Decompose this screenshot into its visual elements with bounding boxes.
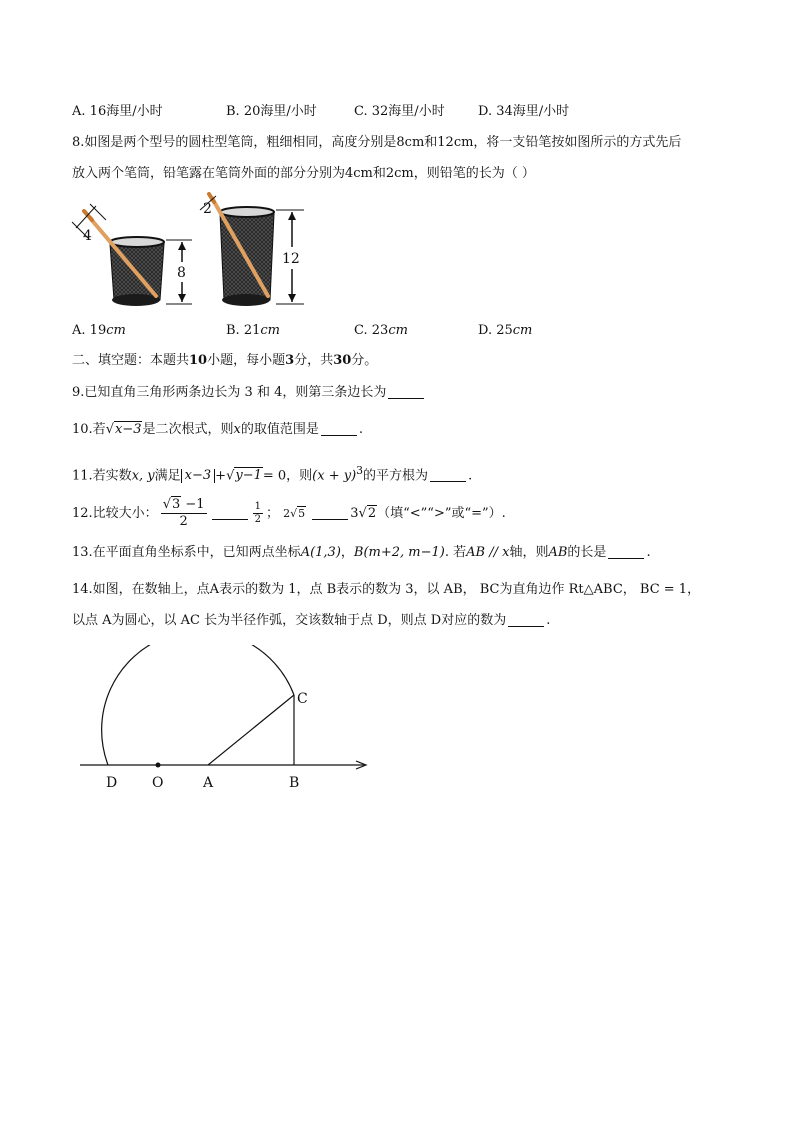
q8-stem-line2: 放入两个笔筒，铅笔露在笔筒外面的部分分别为4cm和2cm，则铅笔的长为（ ）: [72, 166, 535, 181]
label-a: A: [203, 775, 214, 791]
q11-answer-blank[interactable]: [430, 467, 466, 482]
q12-answer-blank-1[interactable]: [212, 505, 248, 520]
q8-pencil-holder-figure: [70, 192, 320, 314]
q11-stem: 11.若实数x, y满足 x−3 +√y−1= 0，则$(x + y)^3$的平方根为 .: [72, 464, 473, 484]
label-o: O: [152, 775, 164, 791]
q8-option-a: A. 19cm: [72, 323, 126, 338]
q12-answer-blank-2[interactable]: [312, 505, 348, 520]
q12-fraction-2: $\frac{1}{2}$: [254, 501, 261, 525]
q7-option-d: D. 34海里/小时: [478, 104, 570, 119]
label-b: B: [289, 775, 300, 791]
q8-option-d: D. 25cm: [478, 323, 533, 338]
q13-answer-blank[interactable]: [608, 544, 644, 559]
q7-option-b: B. 20海里/小时: [226, 104, 317, 119]
left-height-label: 8: [177, 265, 186, 281]
section-heading-fill-in: 二、填空题：本题共10小题，每小题3分，共30分。: [72, 353, 378, 368]
label-c: C: [297, 691, 308, 707]
q8-stem-line1: 8.如图是两个型号的圆柱型笔筒，粗细相同，高度分别是8cm和12cm，将一支铅笔按如图所示的方式先后: [72, 135, 682, 150]
q12-fraction-1: $\frac{√3 -1}{2}$: [162, 497, 205, 529]
q10-stem: 10.若√x−3是二次根式，则x的取值范围是 .: [72, 422, 363, 437]
q9-answer-blank[interactable]: [388, 384, 424, 399]
label-d: D: [106, 775, 118, 791]
q14-stem-line2: 以点 A为圆心，以 AC 长为半径作弧，交该数轴于点 D，则点 D对应的数为 .: [72, 613, 551, 628]
q10-answer-blank[interactable]: [321, 421, 357, 436]
left-exposed-label: 4: [83, 228, 92, 244]
origin-point: [156, 763, 161, 768]
arc-radius-ac: [102, 645, 294, 765]
q14-stem-line1: 14.如图，在数轴上，点A表示的数为 1，点 B表示的数为 3，以 AB， BC为直角边作 Rt△ABC， BC = 1，: [72, 582, 701, 597]
segment-ac: [208, 695, 294, 765]
q7-option-a: A. 16海里/小时: [72, 104, 163, 119]
q8-option-c: C. 23cm: [354, 323, 408, 338]
q7-option-c: C. 32海里/小时: [354, 104, 445, 119]
right-height-label: 12: [282, 251, 300, 267]
q13-stem: 13.在平面直角坐标系中，已知两点坐标A(1,3)，B(m+2, m−1). 若AB // x轴，则AB的长是 .: [72, 545, 651, 560]
q12-stem: 12.比较大小： $\frac{√3 -1}{2}$ $\frac{1}{2}$ ； 2√5 3√2（填“<”“>”或“=”）.: [72, 497, 506, 529]
right-exposed-label: 2: [203, 201, 212, 217]
q14-answer-blank[interactable]: [508, 612, 544, 627]
q14-number-line-figure: [72, 645, 372, 795]
left-pencil-holder: [72, 204, 192, 306]
q9-stem: 9.已知直角三角形两条边长为 3 和 4，则第三条边长为: [72, 383, 426, 403]
q8-option-b: B. 21cm: [226, 323, 280, 338]
